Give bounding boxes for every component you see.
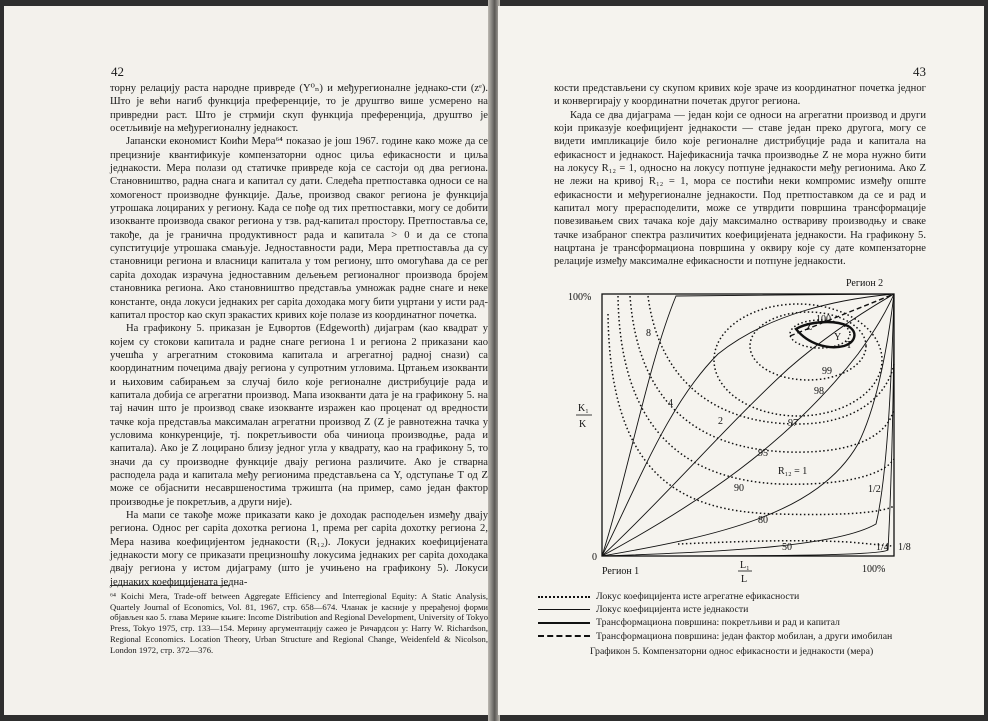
edgeworth-diagram [558,274,928,594]
diagram-legend [538,590,938,643]
x-axis-denominator: L [741,574,748,585]
contour-label: 99 [822,366,832,377]
right-page [498,6,984,715]
paragraph: торну релацију раста народне привреде (Y⁰ₙ) и међурегионалне једнако-сти (zᵉ). Што је већи нагиб функција преференције, то је друштво више усмерено на привредни раст. Што је стрмији скуп функција преференција, друштво је осетљивије на међурегионалну једнакост. [110,83,488,135]
legend-item [538,590,938,603]
contour-95 [630,296,894,452]
y-axis-denominator: K [579,419,587,430]
contour-label: 97 [788,418,798,429]
left-page [4,6,490,715]
paragraph: Јапански економист Коићи Мера⁶⁴ показао је још 1967. године како може да се прецизније квантификује компензаторни однос циља ефикасности и циља једнакости. Мера полази од статичке привреде која се састоји од два региона. Становништво, радна снага и капитал су дати. Следећа претпоставка односи се на хомогеност производне функције. Даље, производ сваког региона је функција утрошака лоцираних у региону. Када се пође од тих претпоставки, могу се добити изокванте производа сваког региона у тзв. рад-капитал простору. Претпоставља се, такође, да је гранична продуктивност рада и капитала > 0 и да се стопа супституције утрошака смањује. Једноставности ради, Мера претпоставља да су становници региона и власници капитала у том региону, што омогућава да се per capita доходак израчуна једноставним дељењем регионалног производа бројем становника региона. Ако становништво представља умножак радне снаге и неке константе, онда локуси једнаких per capita доходака могу бити уцртани у исти рад-капитал простор као скуп зракастих кривих које полазе из координатног почетка. [110,136,488,321]
ratio-label: R₁₂ = 1 [778,466,808,477]
point-t-label: T [846,340,853,351]
region1-label: Регион 1 [602,566,640,577]
legend-item [538,630,938,643]
y-top-label: 100% [568,292,592,303]
contour-label: 95 [758,448,768,459]
contour-label: 50 [782,542,792,553]
origin-label: 0 [592,552,597,563]
diagram-svg [558,274,928,594]
region2-label: Регион 2 [846,278,884,289]
paragraph: кости представљени су скупом кривих које зраче из координатног почетка једног и конвергирају у координатни почетак другог региона. [554,83,926,108]
x-right-label: 100% [862,564,886,575]
contour-97 [648,296,894,424]
contour-label: 98 [814,386,824,397]
right-body-text [554,82,926,269]
ratio-label: 4 [668,398,673,409]
contour-label: 80 [758,515,768,526]
paragraph: На графикону 5. приказан је Еџвортов (Edgeworth) дијаграм (као квадрат у којем су стокови капитала и радне снаге региона 1 и региона 2 приказани као учешћа у агрегатним стоковима капитала и агрегатној радној снази) са координатним почецима двају региона у супротним угловима. Цртањем изокванти и њиховим сабирањем за случај било које регионалне дистрибуције рада и капитала добија се агрегатни производ. Мапа изокванти дата је на графикону 5. на тај начин што је производ сваке изокванте изражен као проценат од вредности тачке која представља максималан агрегатни производ Z (Z је равнотежна тачка у условима конкуренције, тј. покретљивости оба чиниоца производње, рада и капитала). Ако је Z лоцирано близу једног угла у квадрату, као на графикону 5, то значи да су производне функције двају региона различите. Ако је стварна расподела рада и капитала међу регионима представљена са Y, одступање T од Z може се објаснити несавршеностима тржишта (на пример, само један фактор производње је покретљив, а други није). [110,323,488,508]
figure-caption: Графикон 5. Компензаторни однос ефикасности и једнакости (мера) [590,646,874,657]
legend-item [538,603,938,616]
point-z-label: Z [806,322,813,333]
paragraph: На мапи се такође може приказати како је доходак расподељен између двају региона. Однос per capita дохотка региона 1, према per capita дохотку региона 2, Мера назива коефицијентом једнакости (R₁₂). Локуси једнаких коефицијената једнакости могу се приказати прецизношћу локусима једнаких per capita доходака двају региона у истом дијаграму (што је учињено на графикону 5). Локуси једнаких коефицијената једна- [110,510,488,588]
legend-text: Трансформациона површина: један фактор мобилан, а други имобилан [596,630,893,642]
contour-label: 100 [816,314,831,325]
paragraph: Када се два дијаграма — један који се односи на агрегатни производ и други који приказује коефицијент једнакости — ставе један преко другога, могу се видети импликације било које регионалне дистрибуције рада и капитала на ефикасност и једнакост. Најефикаснија тачка производње Z не мора нужно бити на локусу R₁₂ = 1, односно на локусу потпуне једнакости међу регионима. Ако Z не лежи на кривој R₁₂ = 1, мора се постићи неки компромис између опште ефикасности и међурегионалне једнакости. Под претпоставком да се и рад и капитал могу прерасподелити, може се утврдити површина трансформације повезивањем свих тачака које дају максимално оствариву производњу и сваке тачке изабраног спектра различитих коефицијената једнакости. На графикону 5. нацртана је трансформациона површина у оквиру које су дате компензаторне релације између максималне ефикасности и потпуне једнакости. [554,109,926,268]
page-number: 43 [913,64,926,79]
legend-swatch-dashed [538,635,590,641]
legend-swatch-thin [538,609,590,615]
ratio-label: 2 [718,416,723,427]
left-body-text [110,82,488,589]
contour-90 [618,296,894,484]
legend-text: Локус коефицијента исте агрегатне ефикасности [596,591,800,602]
ratio-label: 1/4 [876,542,889,553]
point-y-label: Y [834,332,842,343]
legend-swatch-thick [538,622,590,628]
legend-swatch-dotted [538,596,590,602]
legend-item [538,616,938,629]
y-axis-numerator: K₁ [578,403,589,414]
footnote: ⁶⁴ Koichi Mera, Trade-off between Aggregate Efficiency and Interregional Equity: A Static Analysis, Quartely Journal of Economics, Vol. 81, 1967, стр. 658—674. Чланак је касније у прерађеној форми објављен као 5. глава Мерине књиге: Income Distribution and Regional Development, University of Tokyo Press, Tokyo 1975, стр. 133—154. Мерину аргументацију сажео је Ричардсон у: Harry W. Richardson, Regional Economics. Location Theory, Urban Structure and Regional Change, Weidenfeld & Nicolson, London 1972, стр. 372—376. [110,591,488,655]
ratio-label: 8 [646,328,651,339]
legend-text: Трансформациона површина: покретљиви и рад и капитал [596,617,840,629]
contour-label: 90 [734,483,744,494]
footnote-rule [110,585,230,586]
ratio-label: 1/8 [898,542,911,553]
legend-text: Локус коефицијента исте једнакости [596,604,749,616]
ratio-label: 1/2 [868,484,881,495]
page-number: 42 [111,64,124,79]
x-axis-numerator: L₁ [740,560,750,571]
